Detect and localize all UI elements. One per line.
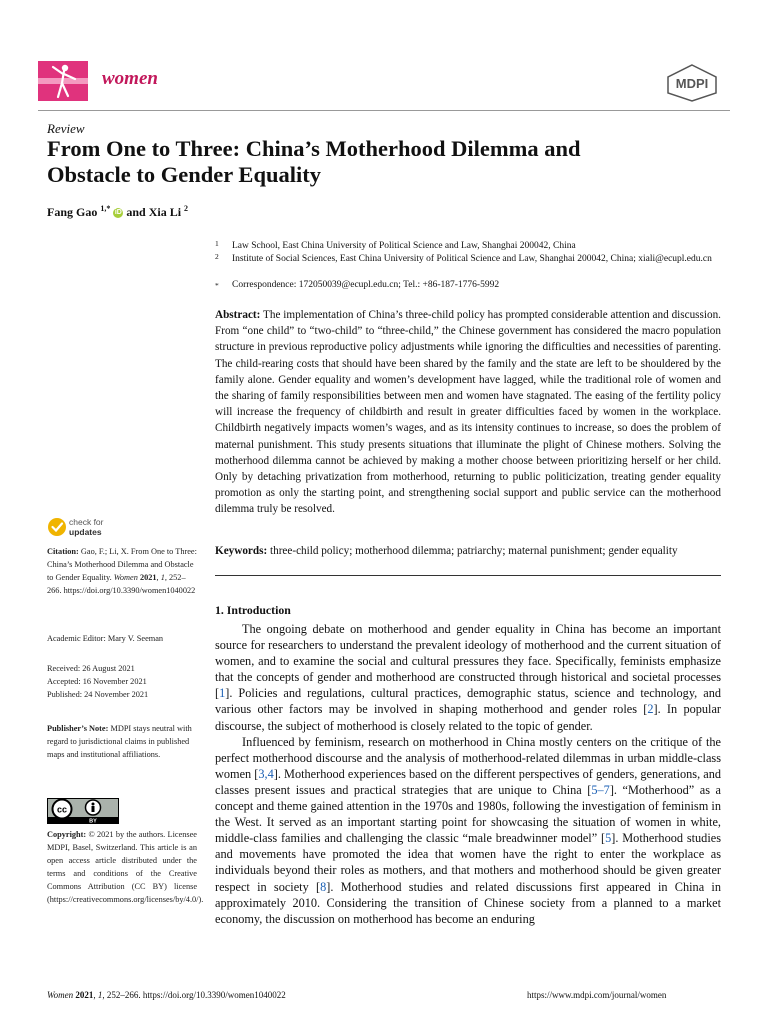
affiliation-number: *	[215, 281, 219, 290]
keywords-divider	[215, 575, 721, 576]
accepted-date: Accepted: 16 November 2021	[47, 677, 147, 686]
affiliation-text: Institute of Social Sciences, East China University of Political Science and Law, Shanghai 200042, China; xiali@ecupl.edu.cn	[232, 254, 712, 264]
copyright-label: Copyright:	[47, 830, 87, 839]
reference-link[interactable]: 5	[605, 831, 612, 846]
affiliation-number: 2	[215, 252, 219, 261]
keywords-text: three-child policy; motherhood dilemma; patriarchy; maternal punishment; gender equality	[270, 545, 678, 557]
affiliation-number: 1	[215, 239, 219, 248]
section-heading: 1. Introduction	[215, 603, 291, 617]
dancer-icon	[38, 61, 88, 101]
footer-doi[interactable]: , 252–266. https://doi.org/10.3390/women1040022	[102, 990, 286, 1000]
publisher-note-text: MDPI stays neutral with regard to jurisdictional claims in published maps and institutional affiliations.	[47, 724, 192, 759]
abstract-label: Abstract:	[215, 309, 261, 321]
keywords-label: Keywords:	[215, 545, 268, 557]
paragraph-text: ]. “Motherhood” as a concept and theme gained attention in the 1970s and 1980s, following the investigation of feminism in the West. It served as an important starting point for showcasing the situation of women in white, middle-class families and challenging the classic “male breadwinner model” [	[215, 782, 721, 846]
copyright-text: © 2021 by the authors. Licensee MDPI, Basel, Switzerland. This article is an open access article distributed under the terms and conditions of the Creative Commons Attribution (CC BY) license (https://creativecommons.org/licenses/by/4.0/).	[47, 830, 204, 904]
reference-link[interactable]: 5–7	[591, 782, 610, 797]
academic-editor: Academic Editor: Mary V. Seeman	[47, 634, 164, 643]
mdpi-logo[interactable]	[666, 64, 718, 102]
citation-label: Citation:	[47, 547, 79, 556]
abstract	[215, 307, 721, 518]
check-for-updates-button[interactable]	[47, 515, 127, 541]
mdpi-logo-text: MDPI	[675, 76, 709, 91]
citation-journal: Women	[113, 573, 138, 582]
footer-journal-url[interactable]: https://www.mdpi.com/journal/women	[527, 990, 667, 1000]
paragraph-text: Influenced by feminism, research on motherhood in China mostly centers on the critique of the perfect motherhood discourse and the analysis of motherhood-related dilemmas in urban middle-class women [	[215, 734, 721, 781]
author-name[interactable]: Fang Gao	[47, 205, 98, 219]
author-separator: and	[126, 205, 146, 219]
svg-text:BY: BY	[89, 818, 97, 824]
author-name[interactable]: Xia Li	[148, 205, 182, 219]
reference-link[interactable]: 3,4	[258, 766, 274, 781]
paragraph-text: ]. In popular discourse, the subject of motherhood is closely related to the topic of gender.	[215, 702, 722, 733]
cc-by-icon	[47, 798, 119, 824]
paragraph-text: ]. Policies and regulations, cultural practices, demographic status, science and technology, and various other factors may be involved in shaping motherhood and gender roles [	[215, 686, 721, 717]
author-affiliation-marker: 1,*	[100, 204, 111, 213]
article-type: Review	[47, 121, 85, 136]
journal-name[interactable]: women	[102, 68, 158, 89]
reference-link[interactable]: 8	[320, 879, 327, 894]
footer-year: 2021	[75, 990, 94, 1000]
affiliation-text: Law School, East China University of Political Science and Law, Shanghai 200042, China	[232, 241, 576, 251]
introduction-body	[215, 621, 721, 927]
check-updates-icon	[47, 515, 71, 539]
orcid-icon[interactable]: iD	[114, 209, 122, 217]
citation-text: Gao, F.; Li, X. From One to Three: China’s Motherhood Dilemma and Obstacle to Gender Equality.	[47, 547, 197, 582]
paragraph-text: ]. Motherhood studies and movements have promoted the idea that women have the right to enter the workplace as individuals beyond their roles as mothers, and that mothers and motherhood should be given greater respect in society [	[215, 831, 721, 894]
keywords	[215, 543, 721, 559]
author-affiliation-marker: 2	[184, 204, 189, 213]
received-date: Received: 26 August 2021	[47, 664, 135, 673]
citation-doi[interactable]: , 252–266. https://doi.org/10.3390/women1040022	[47, 573, 196, 595]
citation-year: 2021	[139, 573, 157, 582]
check-updates-label-bold: updates	[69, 527, 102, 537]
citation-block: Citation: Gao, F.; Li, X. From One to Three: China’s Motherhood Dilemma and Obstacle to Gender Equality. Women 2021, 1, 252–266. https://doi.org/10.3390/women1040022	[47, 547, 197, 595]
reference-link[interactable]: 1	[219, 686, 226, 701]
correspondence-text: Correspondence: 172050039@ecupl.edu.cn; Tel.: +86-187-1776-5992	[232, 280, 500, 290]
footer-citation: Women 2021, 1, 252–266. https://doi.org/10.3390/women1040022	[47, 990, 286, 1000]
author-list	[47, 204, 188, 220]
check-updates-label: check for	[69, 517, 104, 527]
publication-dates	[47, 662, 197, 701]
svg-text:cc: cc	[56, 804, 68, 815]
journal-logo	[38, 61, 88, 101]
paragraph-text: ]. Motherhood experiences based on the different perspectives of genders, generations, and classes present issues and practical strategies that are unique to China [	[215, 766, 721, 797]
publisher-note	[47, 722, 197, 761]
published-date: Published: 24 November 2021	[47, 690, 149, 699]
paragraph	[215, 734, 721, 927]
abstract-text: The implementation of China’s three-child policy has prompted considerable attention and discussion. From “one child” to “two-child” to “three-child,” the Chinese government has considered the macro population structure in previous reproductive policy adjustments while ignoring the difficulties and necessities of parenting. The child-rearing costs that should have been shared by the family and the state are left to be shouldered by the family alone. Gender equality and women’s development have lagged, while the traditional role of women and the sharing of family responsibilities between men and women have stagnated. The easing of the fertility policy will increase the frequency of childbirth and result in greater difficulties faced by women in the workplace. Childbirth negatively impacts women’s wages, and as its intensity continues to increase, so does the problem of maternal punishment. This study presents situations that illuminate the plight of Chinese mothers. Solving the motherhood dilemma cannot be achieved by making a mother choose between prioritizing herself or her child. Only by detaching privatization from motherhood, returning to public politicization, treating gender equality promotion as only the starting point, and strengthening social support and public service can the motherhood dilemma truly be resolved.	[215, 309, 721, 516]
article-title: From One to Three: China’s Motherhood Dilemma and Obstacle to Gender Equality	[47, 136, 581, 187]
reference-link[interactable]: 2	[647, 702, 654, 717]
paragraph	[215, 621, 721, 734]
header-divider	[38, 110, 730, 111]
cc-license-badge[interactable]	[47, 798, 119, 824]
publisher-note-label: Publisher’s Note:	[47, 724, 109, 733]
citation-volume: 1	[160, 573, 165, 582]
paragraph-text: ]. Motherhood studies and related discussions first appeared in China in approximately 2010. Considering the transition of Chinese society from a planned to a market economy, the discussion on motherhood has become an enduring	[215, 879, 721, 926]
footer-volume: 1	[97, 990, 103, 1000]
copyright-notice	[47, 828, 204, 906]
footer-journal: Women	[47, 990, 74, 1000]
paragraph-text: The ongoing debate on motherhood and gender equality in China has become an important source for researchers to understand the prevalent ideology of motherhood and the current situation of women, and to examine the social and cultural pressures they face. Specifically, feminists emphasize that the concepts of gender and motherhood are constructed through historical and societal processes [	[215, 622, 721, 701]
